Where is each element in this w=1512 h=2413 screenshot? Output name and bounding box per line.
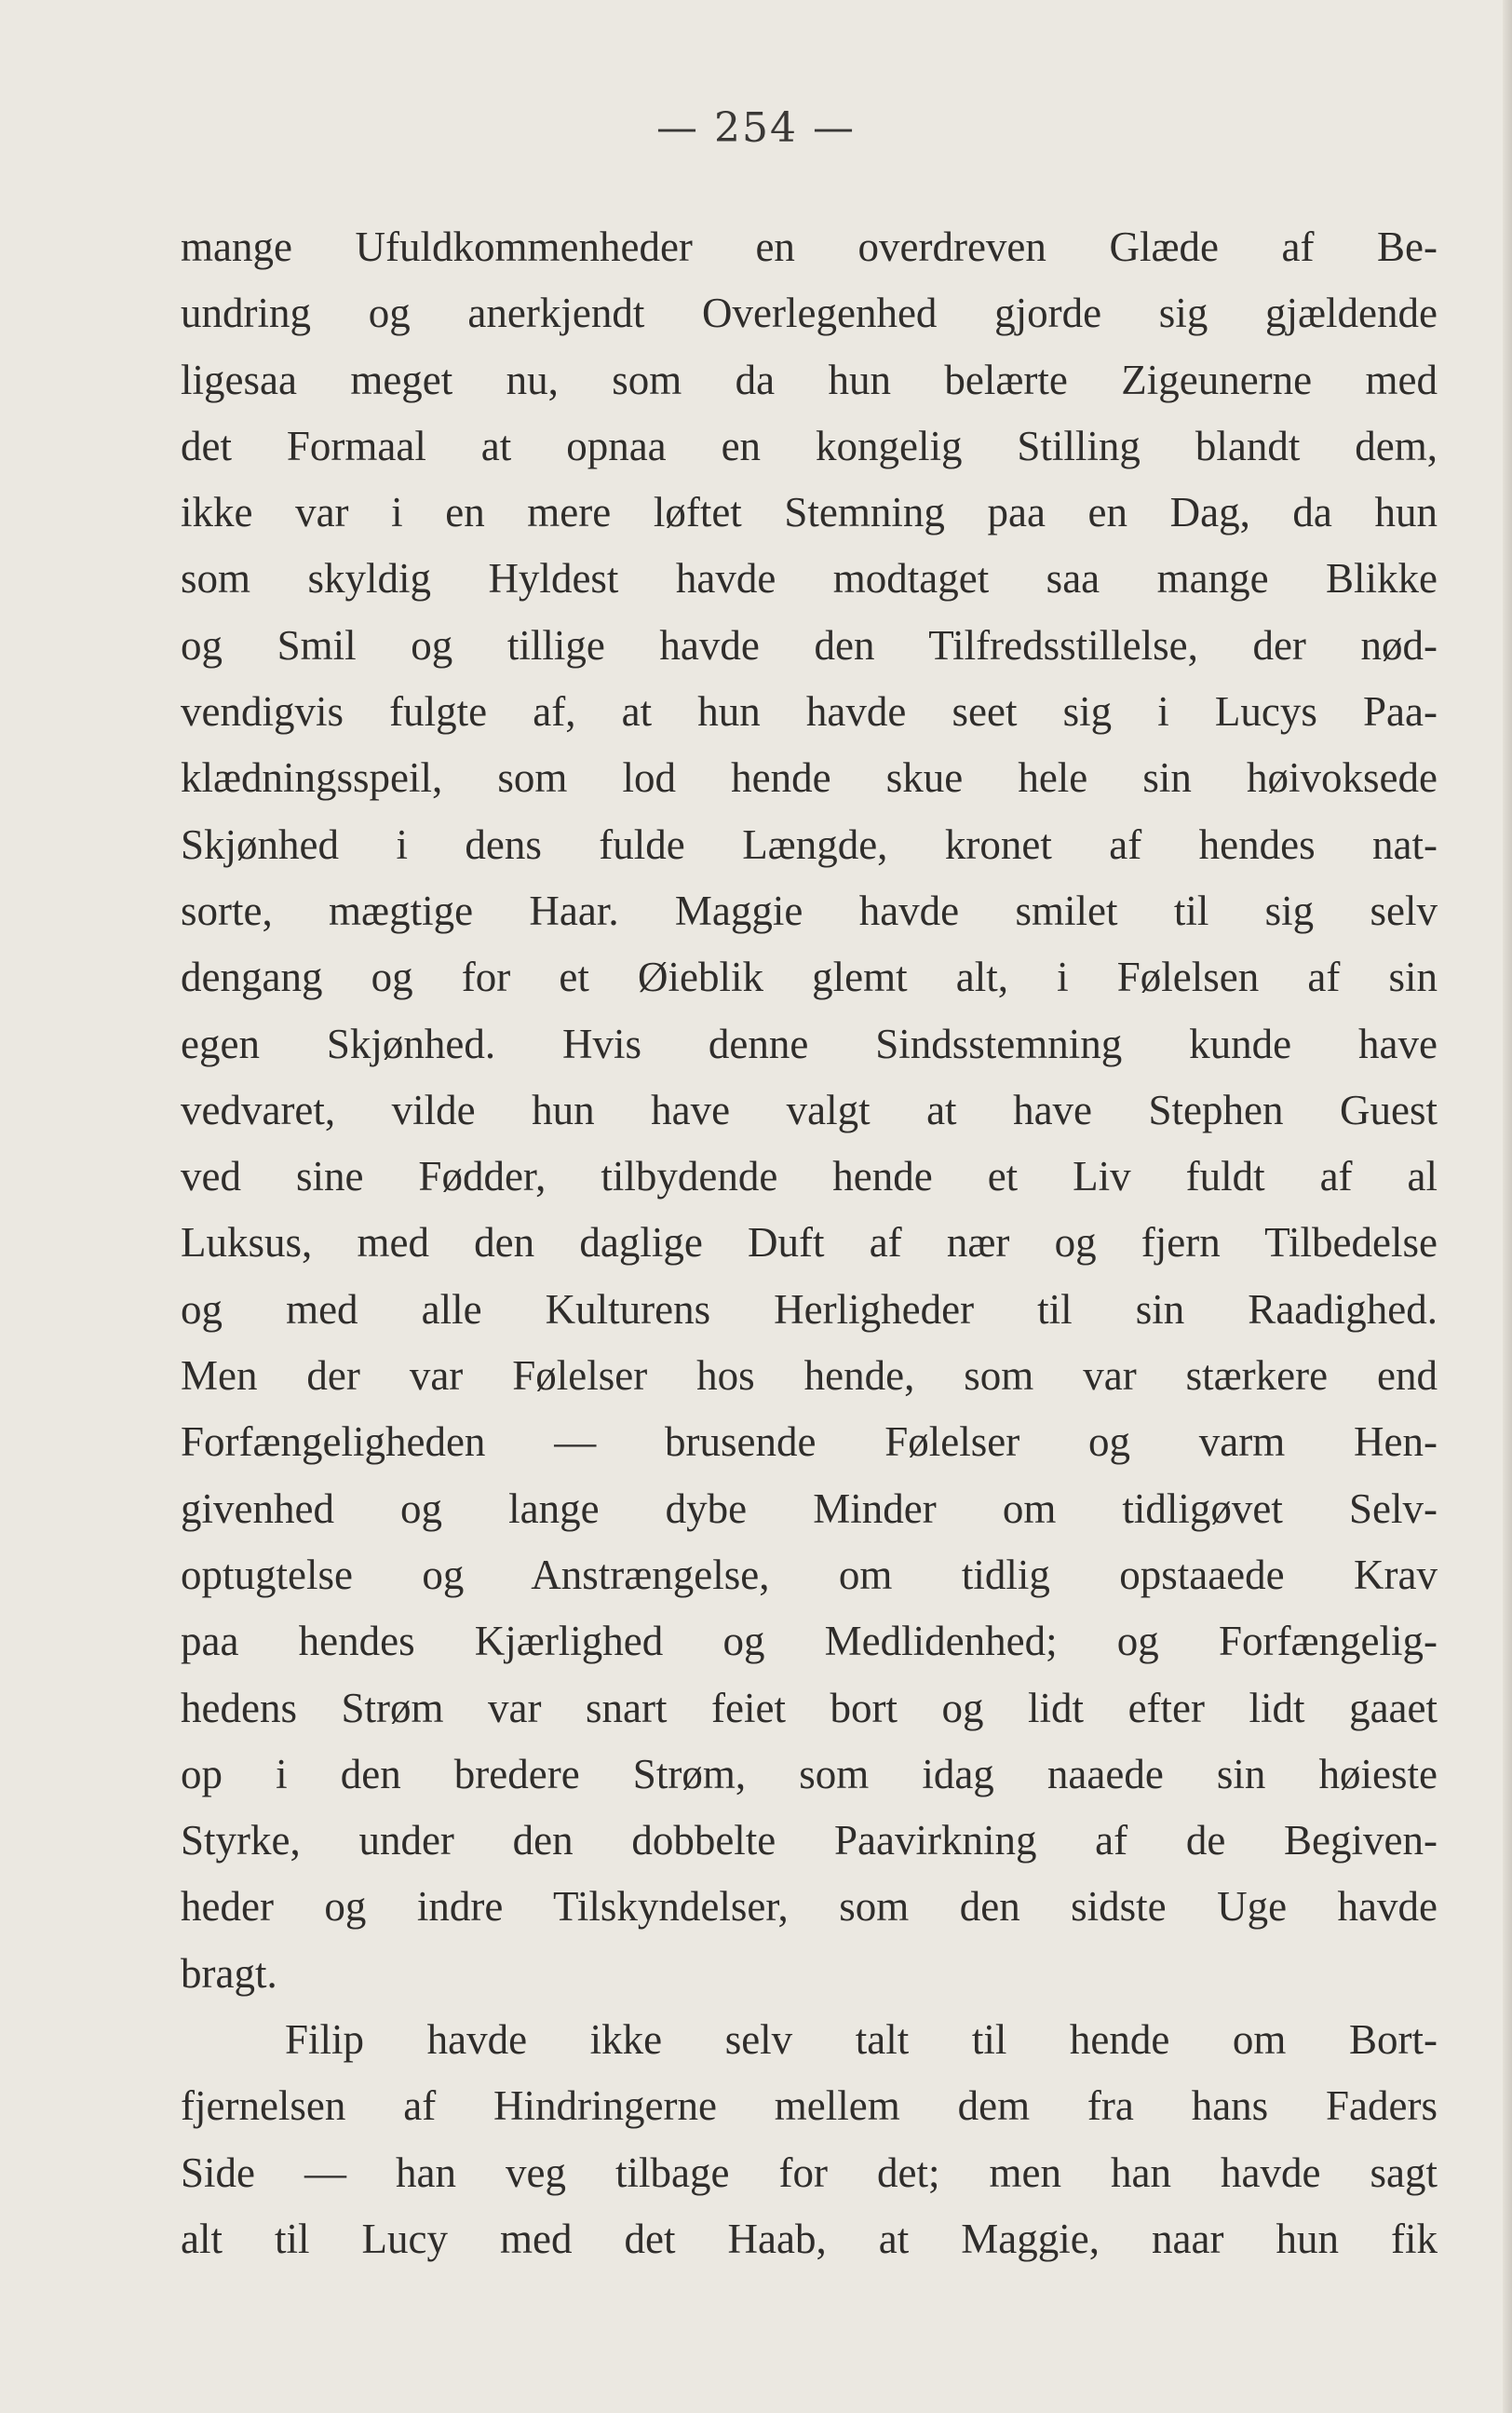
text-line: undring og anerkjendt Overlegenhed gjorde sig gjældende xyxy=(181,290,1438,337)
text-line: egen Skjønhed. Hvis denne Sindsstemning kunde have xyxy=(181,1020,1438,1067)
text-line: Side — han veg tilbage for det; men han havde sagt xyxy=(181,2149,1438,2196)
text-line: mange Ufuldkommenheder en overdreven Glæde af Be- xyxy=(181,224,1438,270)
text-line: og Smil og tillige havde den Tilfredsstillelse, der nød- xyxy=(181,621,1438,669)
text-line: klædningsspeil, som lod hende skue hele sin høivoksede xyxy=(181,754,1438,802)
text-line: heder og indre Tilskyndelser, som den sidste Uge havde xyxy=(181,1883,1438,1931)
text-line: ikke var i en mere løftet Stemning paa en Dag, da hun xyxy=(181,489,1438,536)
page-edge xyxy=(1503,0,1512,2413)
text-line: vedvaret, vilde hun have valgt at have Stephen Guest xyxy=(181,1086,1438,1133)
text-line: Forfængeligheden — brusende Følelser og varm Hen- xyxy=(181,1418,1438,1466)
text-line: alt til Lucy med det Haab, at Maggie, naar hun fik xyxy=(181,2215,1438,2262)
text-line: det Formaal at opnaa en kongelig Stilling blandt dem, xyxy=(181,422,1438,469)
paragraph xyxy=(181,2007,1438,2272)
text-line: ved sine Fødder, tilbydende hende et Liv fuldt af al xyxy=(181,1153,1438,1200)
text-line: optugtelse og Anstrængelse, om tidlig opstaaede Krav xyxy=(181,1551,1438,1598)
text-line: Men der var Følelser hos hende, som var stærkere end xyxy=(181,1352,1438,1400)
text-line: Skjønhed i dens fulde Længde, kronet af hendes nat- xyxy=(181,820,1438,868)
body-text xyxy=(181,214,1438,2272)
text-line: Luksus, med den daglige Duft af nær og fjern Tilbedelse xyxy=(181,1219,1438,1267)
text-line: ligesaa meget nu, som da hun belærte Zigeunerne med xyxy=(181,356,1438,403)
text-line: hedens Strøm var snart feiet bort og lidt efter lidt gaaet xyxy=(181,1684,1438,1731)
text-line: paa hendes Kjærlighed og Medlidenhed; og Forfængelig- xyxy=(181,1618,1438,1665)
text-line: fjernelsen af Hindringerne mellem dem fra hans Faders xyxy=(181,2082,1438,2130)
paragraph xyxy=(181,214,1438,2007)
page-number: — 254 — xyxy=(656,104,856,152)
text-line: givenhed og lange dybe Minder om tidligøvet Selv- xyxy=(181,1484,1438,1532)
text-line: Filip havde ikke selv talt til hende om Bort- xyxy=(285,2016,1438,2064)
text-line: og med alle Kulturens Herligheder til sin Raadighed. xyxy=(181,1285,1438,1333)
text-line: sorte, mægtige Haar. Maggie havde smilet til sig selv xyxy=(181,887,1438,934)
text-line: Styrke, under den dobbelte Paavirkning af de Begiven- xyxy=(181,1817,1438,1864)
text-line: vendigvis fulgte af, at hun havde seet sig i Lucys Paa- xyxy=(181,688,1438,736)
text-line: dengang og for et Øieblik glemt alt, i Følelsen af sin xyxy=(181,954,1438,1001)
text-line: som skyldig Hyldest havde modtaget saa mange Blikke xyxy=(181,555,1438,603)
text-line: op i den bredere Strøm, som idag naaede sin høieste xyxy=(181,1750,1438,1797)
text-line: bragt. xyxy=(181,1949,277,1997)
